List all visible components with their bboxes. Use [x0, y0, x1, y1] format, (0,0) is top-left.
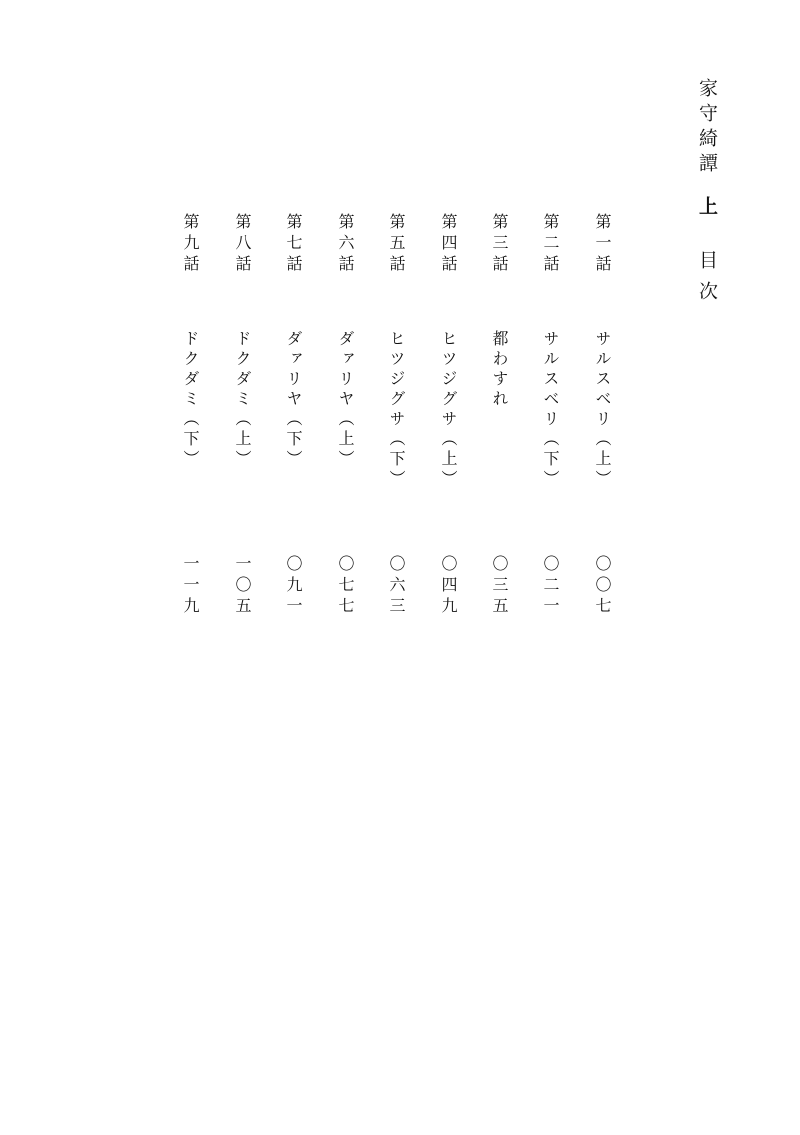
episode-title: ダァリヤ（下）	[284, 330, 303, 470]
toc-entry-8	[234, 0, 258, 1135]
episode-number: 第四話	[439, 213, 458, 276]
episode-page-number: 〇三五	[490, 555, 509, 618]
episode-title: 都わすれ	[490, 330, 509, 410]
toc-entry-5	[388, 0, 412, 1135]
episode-page-number: 一〇五	[233, 555, 252, 618]
episode-page-number: 〇二一	[541, 555, 560, 618]
toc-entry-4	[440, 0, 464, 1135]
book-title	[697, 78, 716, 221]
episode-number: 第七話	[284, 213, 303, 276]
book-title-text: 家守綺譚	[696, 78, 718, 178]
volume-label: 上	[696, 196, 718, 221]
episode-number: 第二話	[541, 213, 560, 276]
episode-page-number: 〇六三	[387, 555, 406, 618]
episode-title: サルスベリ（下）	[541, 330, 560, 490]
episode-number: 第八話	[233, 213, 252, 276]
toc-entry-1	[594, 0, 618, 1135]
episode-number: 第六話	[336, 213, 355, 276]
episode-title: ヒツジグサ（下）	[387, 330, 406, 490]
toc-heading: 目次	[696, 250, 718, 312]
episode-title: ダァリヤ（上）	[336, 330, 355, 470]
episode-title: ヒツジグサ（上）	[439, 330, 458, 490]
episode-page-number: 〇七七	[336, 555, 355, 618]
episode-page-number: 〇〇七	[593, 555, 612, 618]
toc-entry-9	[182, 0, 206, 1135]
toc-entry-7	[285, 0, 309, 1135]
episode-page-number: 一一九	[181, 555, 200, 618]
episode-page-number: 〇九一	[284, 555, 303, 618]
episode-title: ドクダミ（上）	[233, 330, 252, 470]
episode-number: 第三話	[490, 213, 509, 276]
toc-entry-3	[491, 0, 515, 1135]
toc-entry-6	[337, 0, 361, 1135]
episode-page-number: 〇四九	[439, 555, 458, 618]
toc-entry-2	[542, 0, 566, 1135]
episode-title: サルスベリ（上）	[593, 330, 612, 490]
episode-number: 第五話	[387, 213, 406, 276]
episode-number: 第一話	[593, 213, 612, 276]
episode-number: 第九話	[181, 213, 200, 276]
episode-title: ドクダミ（下）	[181, 330, 200, 470]
